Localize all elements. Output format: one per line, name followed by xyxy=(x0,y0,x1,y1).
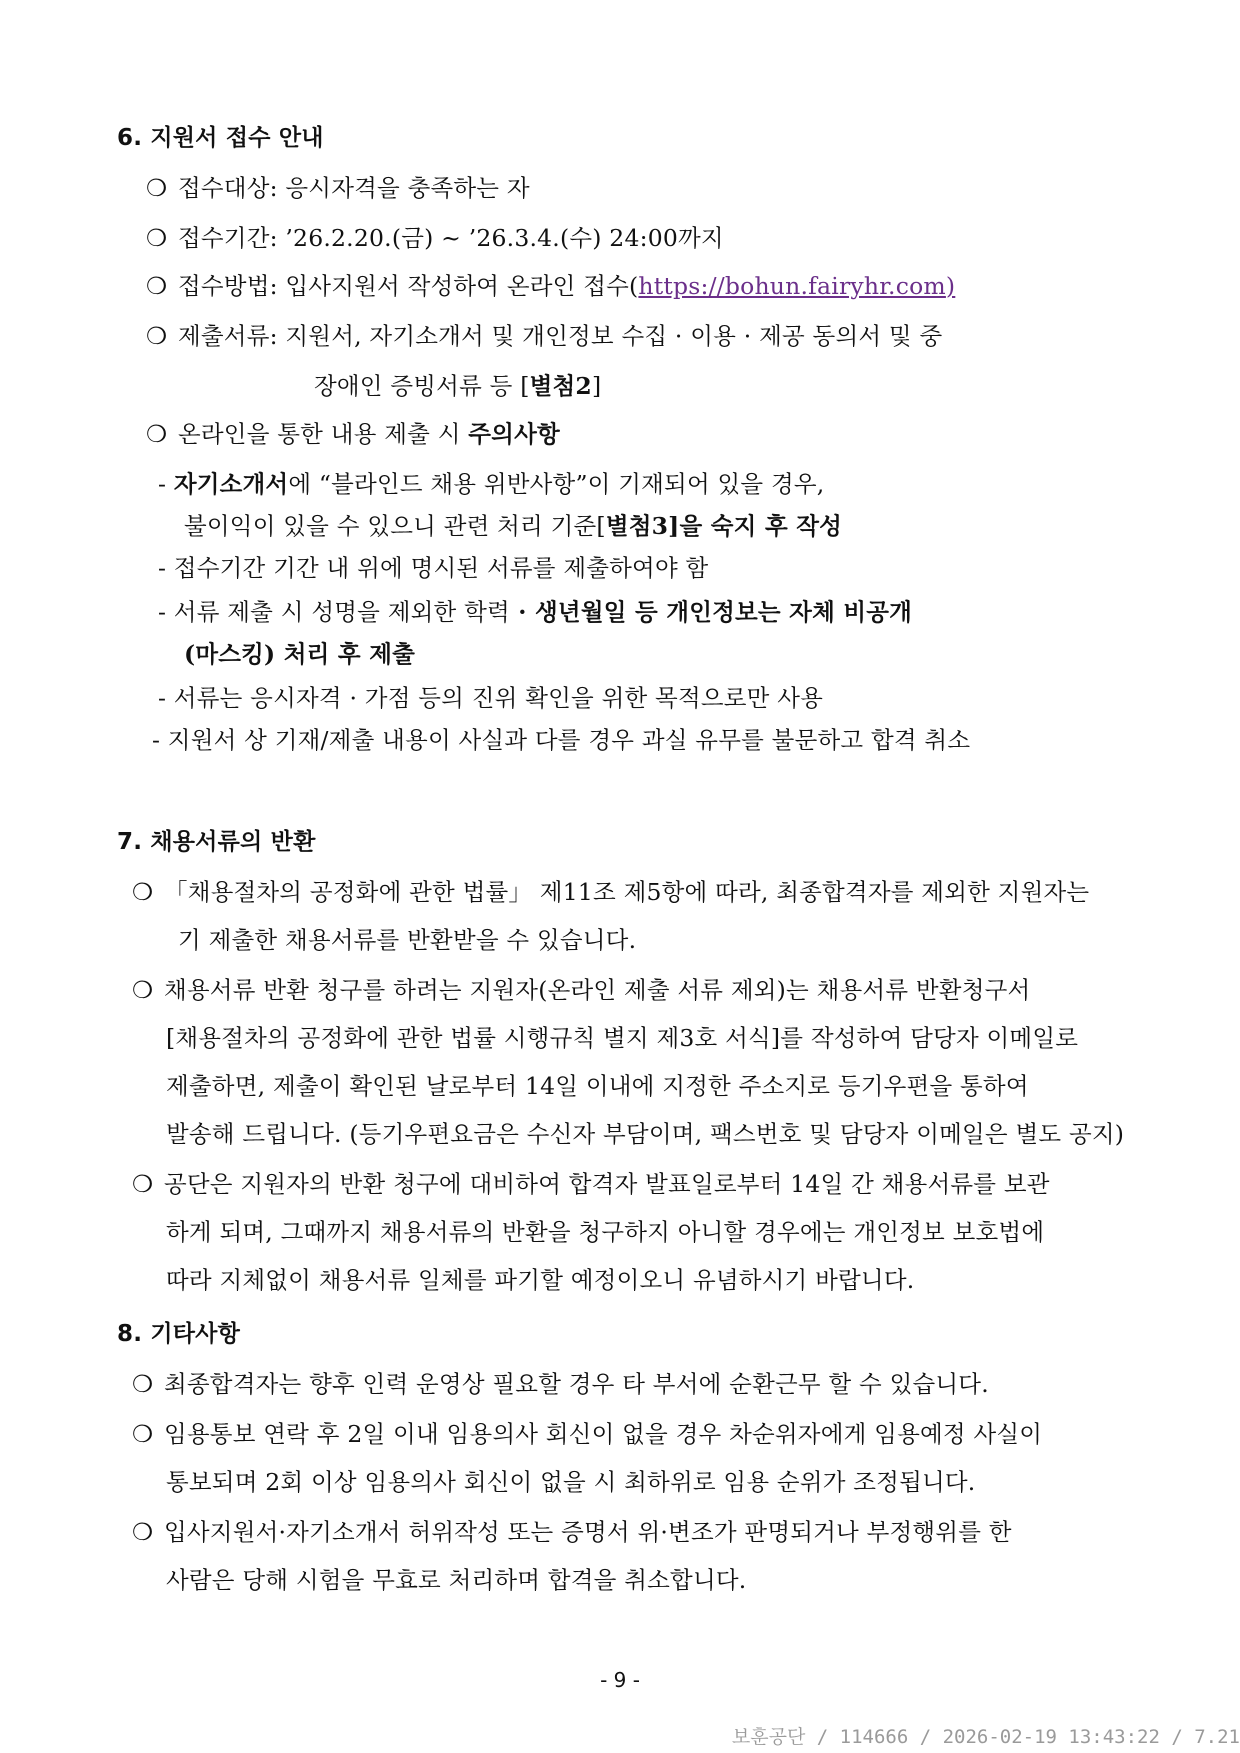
page-number: - 9 - xyxy=(600,1668,640,1692)
section-6-title: 6. 지원서 접수 안내 xyxy=(117,125,324,151)
s7-p3-line3: 따라 지체없이 채용서류 일체를 파기할 예정이오니 유념하시기 바랍니다. xyxy=(166,1266,915,1294)
s6-bullet-1-line1: - 자기소개서에 “블라인드 채용 위반사항”이 기재되어 있을 경우, xyxy=(158,470,825,498)
s6-docs-line2: 장애인 증빙서류 등 [별첨2] xyxy=(314,372,602,400)
circle-bullet-icon: ❍ xyxy=(146,224,168,252)
s7-p3-line1: ❍ 공단은 지원자의 반환 청구에 대비하여 합격자 발표일로부터 14일 간 채용서류를 보관 xyxy=(132,1170,1050,1198)
s8-p1: ❍ 최종합격자는 향후 인력 운영상 필요할 경우 타 부서에 순환근무 할 수 있습니다. xyxy=(132,1370,989,1398)
s8-p3-line1: ❍ 입사지원서·자기소개서 허위작성 또는 증명서 위·변조가 판명되거나 부정행위를 한 xyxy=(132,1518,1012,1546)
s7-p2-line4: 발송해 드립니다. (등기우편요금은 수신자 부담이며, 팩스번호 및 담당자 이메일은 별도 공지) xyxy=(166,1120,1125,1148)
s6-bullet-2: - 접수기간 기간 내 위에 명시된 서류를 제출하여야 함 xyxy=(158,554,709,582)
s6-bullet-3-line2: (마스킹) 처리 후 제출 xyxy=(184,640,415,668)
circle-bullet-icon: ❍ xyxy=(146,174,168,202)
s6-target: ❍ 접수대상: 응시자격을 충족하는 자 xyxy=(146,174,530,202)
s7-p1-line2: 기 제출한 채용서류를 반환받을 수 있습니다. xyxy=(178,926,637,954)
circle-bullet-icon: ❍ xyxy=(132,878,154,906)
circle-bullet-icon: ❍ xyxy=(146,272,168,300)
circle-bullet-icon: ❍ xyxy=(132,1518,154,1546)
s6-docs-line1: ❍ 제출서류: 지원서, 자기소개서 및 개인정보 수집 · 이용 · 제공 동의서 및 중 xyxy=(146,322,943,350)
circle-bullet-icon: ❍ xyxy=(132,1370,154,1398)
s6-period: ❍ 접수기간: ’26.2.20.(금) ~ ’26.3.4.(수) 24:00까지 xyxy=(146,224,724,252)
section-8-title: 8. 기타사항 xyxy=(117,1321,241,1347)
circle-bullet-icon: ❍ xyxy=(132,976,154,1004)
s6-bullet-4: - 서류는 응시자격 · 가점 등의 진위 확인을 위한 목적으로만 사용 xyxy=(158,684,824,712)
s8-p2-line1: ❍ 임용통보 연락 후 2일 이내 임용의사 회신이 없을 경우 차순위자에게 임용예정 사실이 xyxy=(132,1420,1043,1448)
circle-bullet-icon: ❍ xyxy=(132,1170,154,1198)
s6-bullet-5: - 지원서 상 기재/제출 내용이 사실과 다를 경우 과실 유무를 불문하고 합격 취소 xyxy=(152,726,971,754)
apply-link[interactable]: https://bohun.fairyhr.com xyxy=(638,272,946,300)
s7-p3-line2: 하게 되며, 그때까지 채용서류의 반환을 청구하지 아니할 경우에는 개인정보 보호법에 xyxy=(166,1218,1045,1246)
s7-p2-line1: ❍ 채용서류 반환 청구를 하려는 지원자(온라인 제출 서류 제외)는 채용서류 반환청구서 xyxy=(132,976,1031,1004)
s6-bullet-1-line2: 불이익이 있을 수 있으니 관련 처리 기준[별첨3]을 숙지 후 작성 xyxy=(184,512,843,540)
print-stamp: 보훈공단 / 114666 / 2026-02-19 13:43:22 / 7.21 xyxy=(731,1726,1240,1748)
s7-p2-line3: 제출하면, 제출이 확인된 날로부터 14일 이내에 지정한 주소지로 등기우편을 통하여 xyxy=(166,1072,1029,1100)
s6-caution: ❍ 온라인을 통한 내용 제출 시 주의사항 xyxy=(146,420,560,448)
s6-method: ❍ 접수방법: 입사지원서 작성하여 온라인 접수(https://bohun.fairyhr.com) xyxy=(146,272,956,300)
circle-bullet-icon: ❍ xyxy=(132,1420,154,1448)
s6-bullet-3-line1: - 서류 제출 시 성명을 제외한 학력 · 생년월일 등 개인정보는 자체 비공개 xyxy=(158,598,913,626)
s8-p2-line2: 통보되며 2회 이상 임용의사 회신이 없을 시 최하위로 임용 순위가 조정됩니다. xyxy=(166,1468,976,1496)
s7-p2-line2: [채용절차의 공정화에 관한 법률 시행규칙 별지 제3호 서식]를 작성하여 담당자 이메일로 xyxy=(166,1024,1079,1052)
s7-p1-line1: ❍ 「채용절차의 공정화에 관한 법률」 제11조 제5항에 따라, 최종합격자를 제외한 지원자는 xyxy=(132,878,1090,906)
circle-bullet-icon: ❍ xyxy=(146,420,168,448)
s8-p3-line2: 사람은 당해 시험을 무효로 처리하며 합격을 취소합니다. xyxy=(166,1566,747,1594)
circle-bullet-icon: ❍ xyxy=(146,322,168,350)
section-7-title: 7. 채용서류의 반환 xyxy=(117,829,316,855)
